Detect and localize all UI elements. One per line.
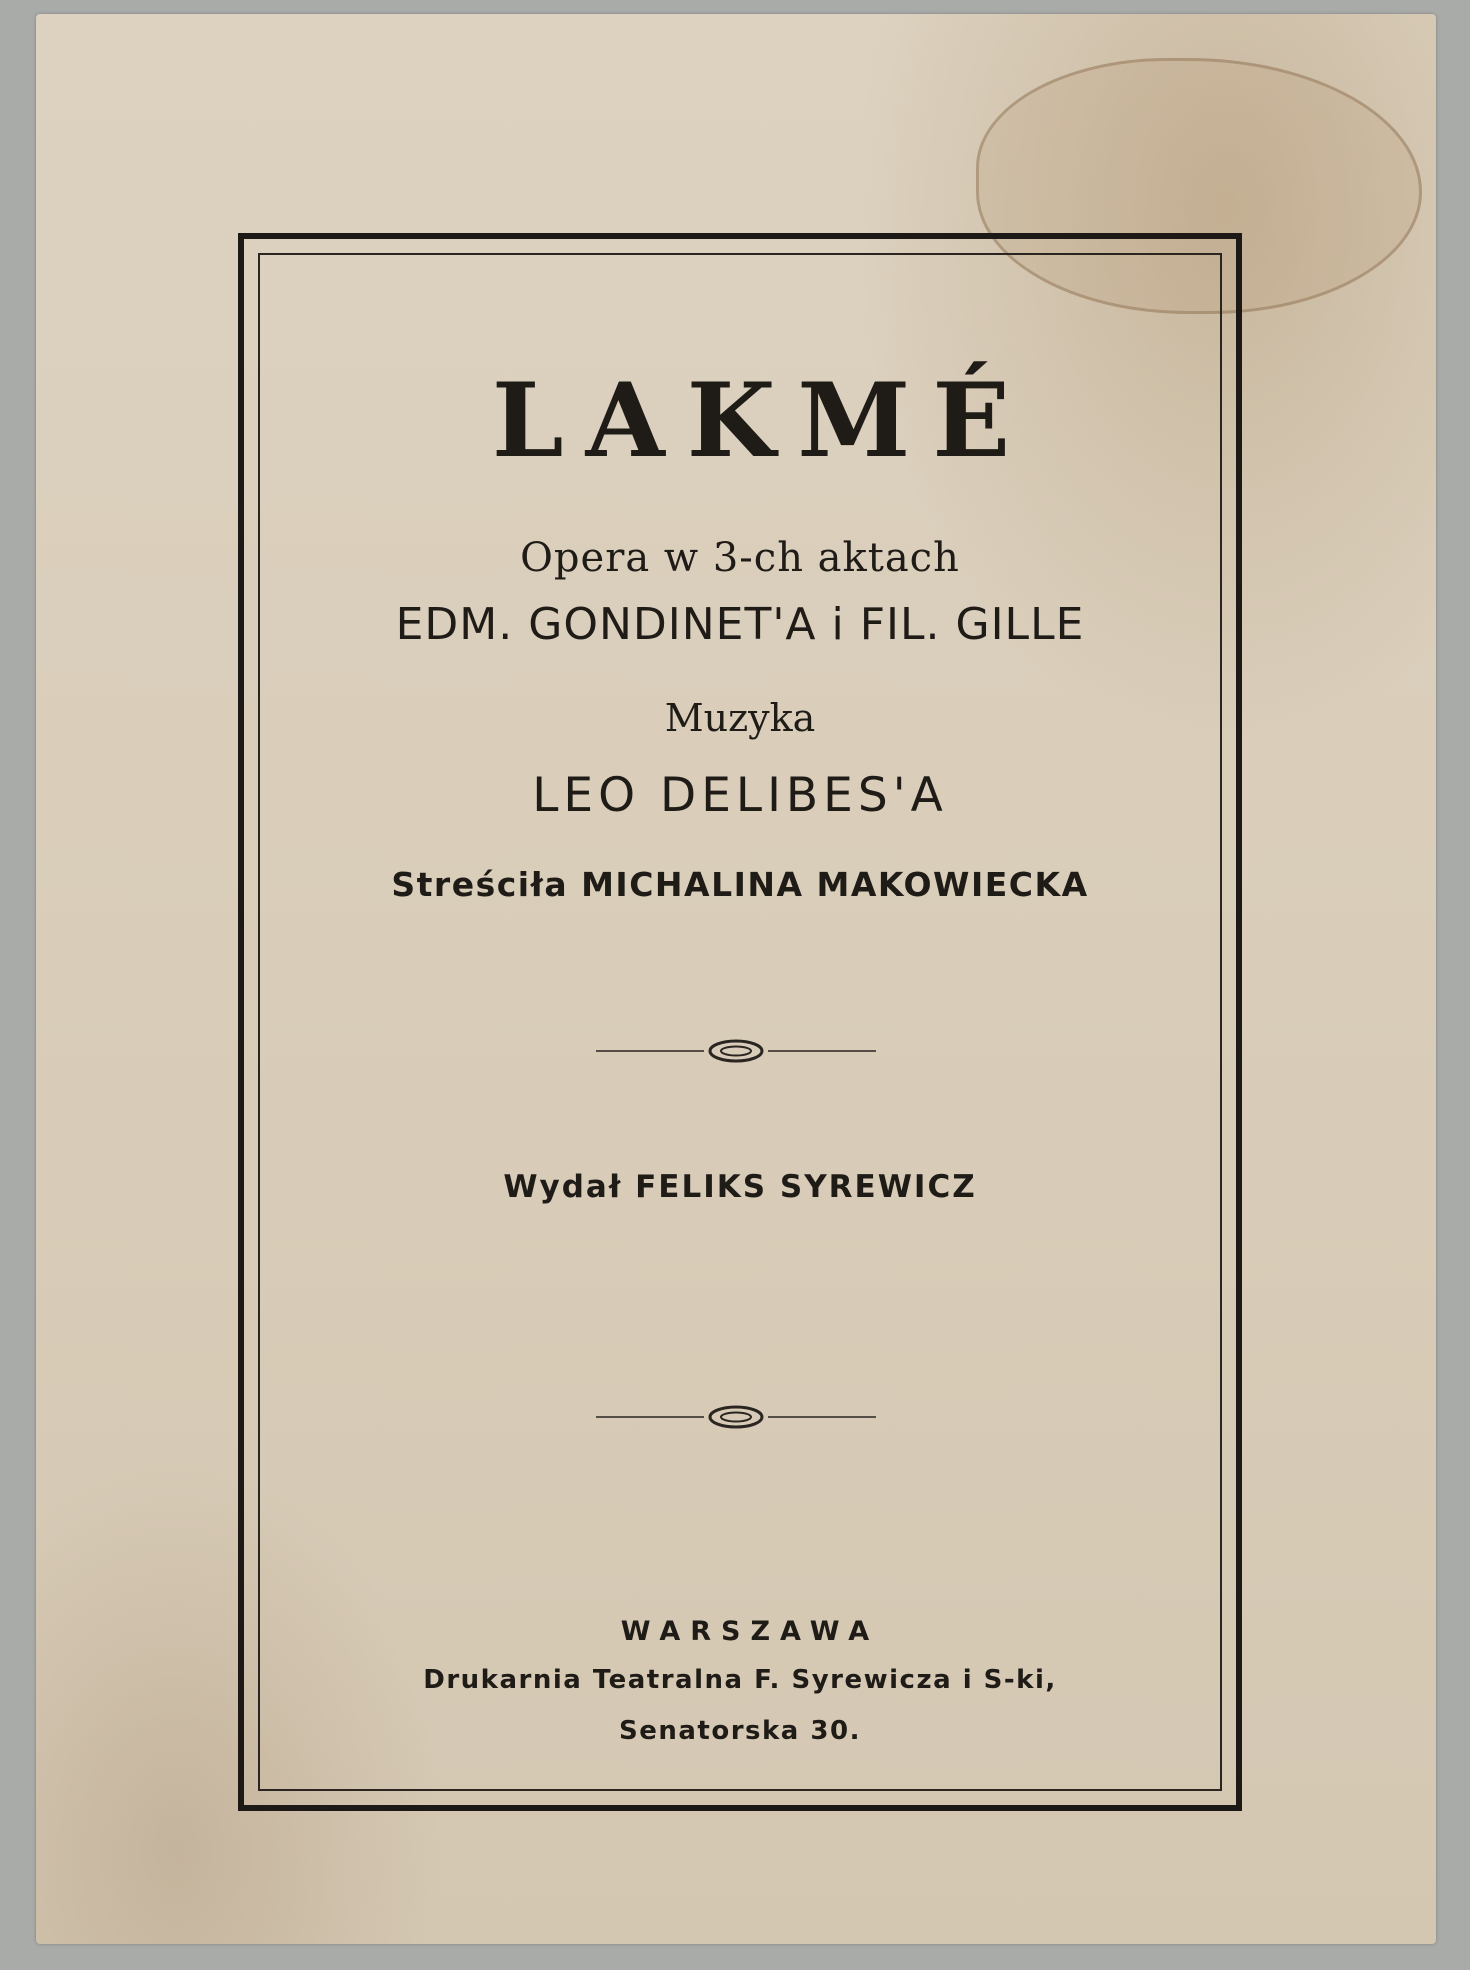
outer-border-frame — [238, 233, 1242, 1811]
booklet-cover — [36, 14, 1436, 1944]
composer-name: LEO DELIBES'A — [532, 768, 948, 823]
divider-ornament-icon — [596, 1402, 876, 1432]
music-label: Muzyka — [664, 696, 816, 740]
imprint-printer: Drukarnia Teatralna F. Syrewicza i S-ki, — [423, 1665, 1057, 1695]
imprint-address: Senatorska 30. — [619, 1716, 861, 1746]
abridged-by: Streściła MICHALINA MAKOWIECKA — [391, 865, 1089, 904]
publisher: Wydał FELIKS SYREWICZ — [503, 1169, 977, 1205]
cover-text — [244, 239, 1236, 1805]
opera-subtitle: Opera w 3-ch aktach — [520, 535, 960, 581]
divider-ornament-icon — [596, 1036, 876, 1066]
librettists: EDM. GONDINET'A i FIL. GILLE — [395, 599, 1085, 650]
imprint-city: WARSZAWA — [620, 1616, 880, 1647]
opera-title: LAKMÉ — [491, 361, 1033, 481]
